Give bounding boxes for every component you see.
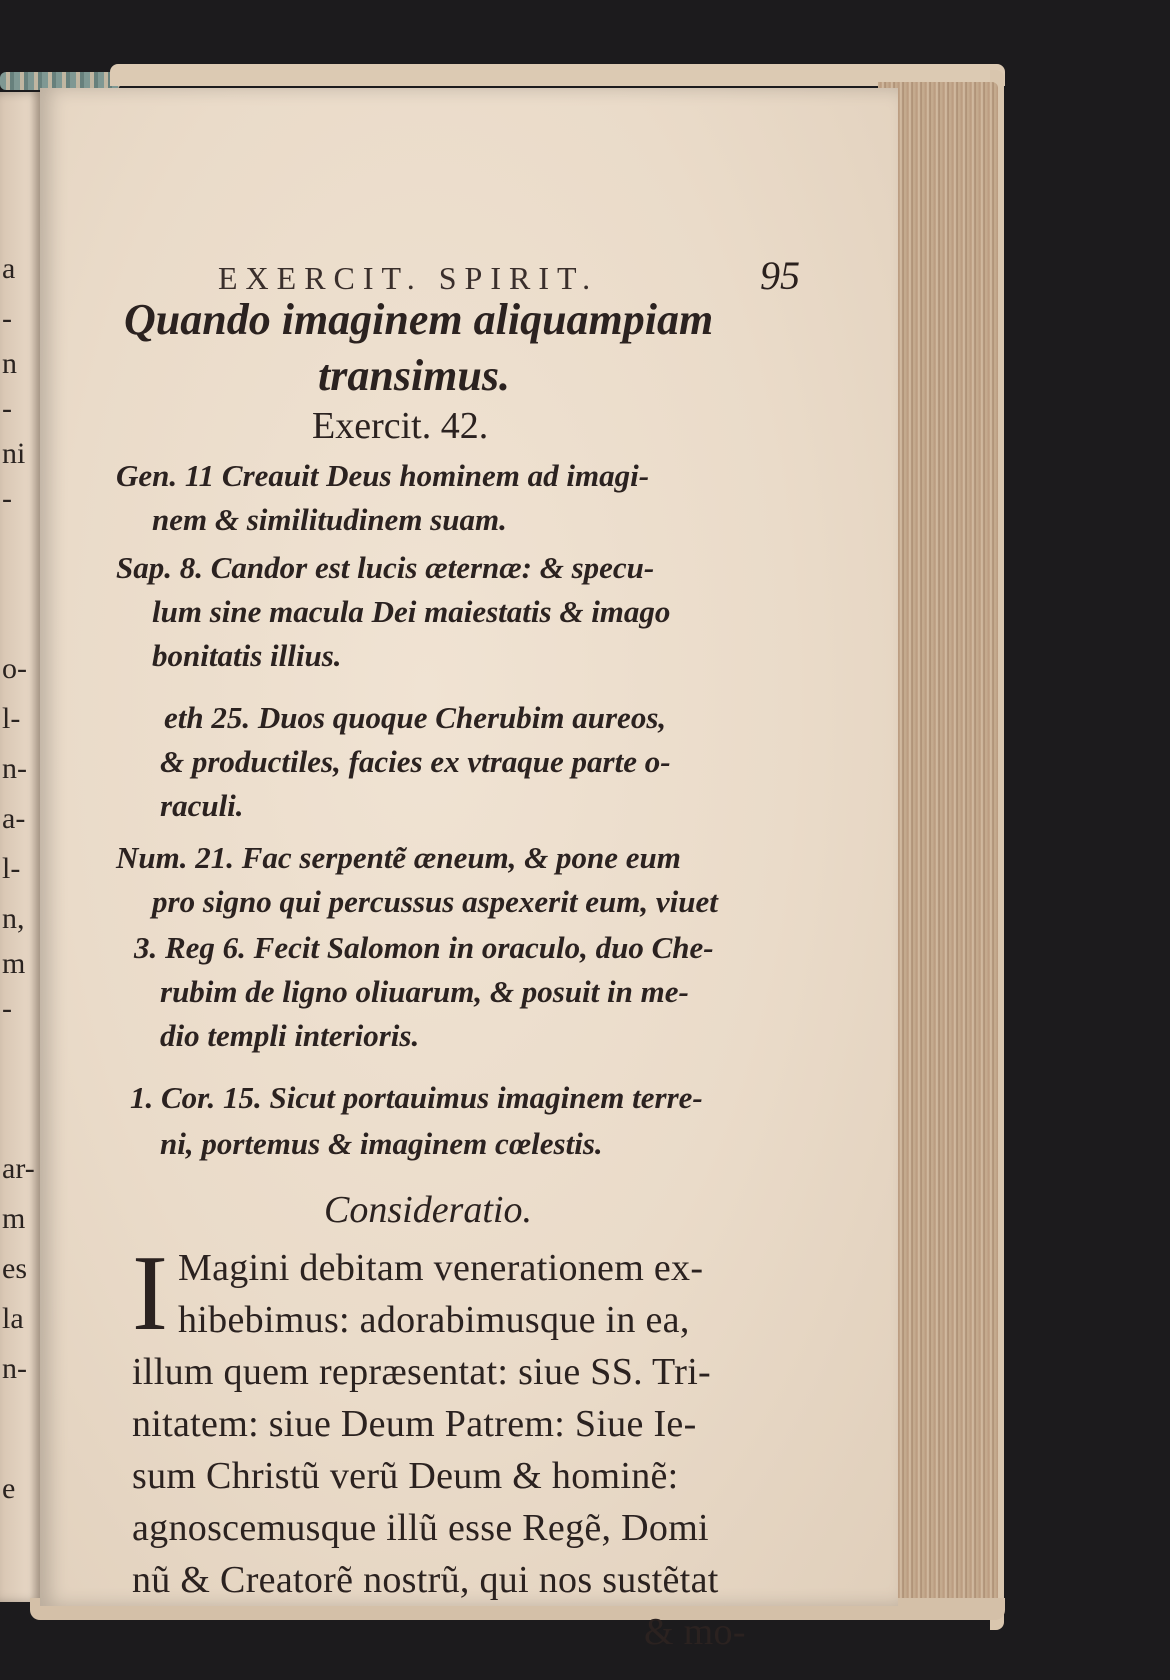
section-title-line-1: Quando imaginem aliquampiam xyxy=(124,295,714,344)
body-line: nũ & Creatorẽ nostrũ, qui nos sustẽtat xyxy=(132,1559,719,1601)
body-line: sum Christũ verũ Deum & hominẽ: xyxy=(132,1455,679,1497)
citation-line: lum sine macula Dei maiestatis & imago xyxy=(152,594,671,629)
body-line: nitatem: siue Deum Patrem: Siue Ie- xyxy=(132,1403,697,1445)
left-fragment: la xyxy=(2,1302,24,1335)
left-fragment: n xyxy=(2,347,17,380)
exercise-number: Exercit. 42. xyxy=(312,405,489,447)
running-head: EXERCIT. SPIRIT. xyxy=(218,260,599,296)
citation-line: 1. Cor. 15. Sicut portauimus imaginem terre- xyxy=(130,1080,703,1115)
body-line: Magini debitam venerationem ex- xyxy=(178,1247,704,1289)
book-board-top xyxy=(110,64,1005,86)
left-fragment: l- xyxy=(2,852,21,885)
citation-line: nem & similitudinem suam. xyxy=(152,502,507,537)
left-fragment: - xyxy=(2,392,12,425)
catchword: & mo- xyxy=(644,1611,746,1653)
citation-line: dio templi interioris. xyxy=(160,1018,420,1053)
left-fragment: n, xyxy=(2,902,25,935)
citation-line: Sap. 8. Candor est lucis æternæ: & specu- xyxy=(116,550,655,585)
left-fragment: n- xyxy=(2,1352,27,1385)
citation-line: bonitatis illius. xyxy=(152,638,342,673)
citation-line: raculi. xyxy=(160,788,244,823)
left-fragment: a xyxy=(2,252,16,285)
left-fragment: ar- xyxy=(2,1152,35,1185)
citation-line: & productiles, facies ex vtraque parte o- xyxy=(160,744,671,779)
page-text xyxy=(40,88,898,1653)
left-fragment: m xyxy=(2,947,26,980)
left-fragment: - xyxy=(2,302,12,335)
left-fragment: - xyxy=(2,482,12,515)
citation-line: rubim de ligno oliuarum, & posuit in me- xyxy=(160,974,689,1009)
drop-cap: I xyxy=(132,1234,168,1353)
left-fragment: ni xyxy=(2,437,26,470)
left-fragment: a- xyxy=(2,802,26,835)
left-fragment: m xyxy=(2,1202,26,1235)
citation-line: Gen. 11 Creauit Deus hominem ad imagi- xyxy=(116,458,650,493)
citation-line: eth 25. Duos quoque Cherubim aureos, xyxy=(164,700,667,735)
citation-line: 3. Reg 6. Fecit Salomon in oraculo, duo Che- xyxy=(134,930,714,965)
left-fragment: es xyxy=(2,1252,27,1285)
left-fragment: o- xyxy=(2,652,27,685)
left-fragment: n- xyxy=(2,752,27,785)
citation-line: pro signo qui percussus aspexerit eum, viuet xyxy=(152,884,718,919)
page-number: 95 xyxy=(760,253,800,298)
left-fragment: - xyxy=(2,992,12,1025)
body-line: illum quem repræsentat: siue SS. Tri- xyxy=(132,1351,712,1393)
left-page-fragment xyxy=(0,92,42,1602)
citation-line: ni, portemus & imaginem cœlestis. xyxy=(160,1126,603,1161)
body-line: agnoscemusque illũ esse Regẽ, Domi xyxy=(132,1507,709,1549)
body-line: hibebimus: adorabimusque in ea, xyxy=(178,1299,690,1341)
section-title-line-2: transimus. xyxy=(318,351,510,400)
left-fragment: l- xyxy=(2,702,21,735)
citation-line: Num. 21. Fac serpentẽ æneum, & pone eum xyxy=(116,840,681,875)
left-fragment: e xyxy=(2,1472,16,1505)
consideratio-heading: Consideratio. xyxy=(324,1189,532,1231)
